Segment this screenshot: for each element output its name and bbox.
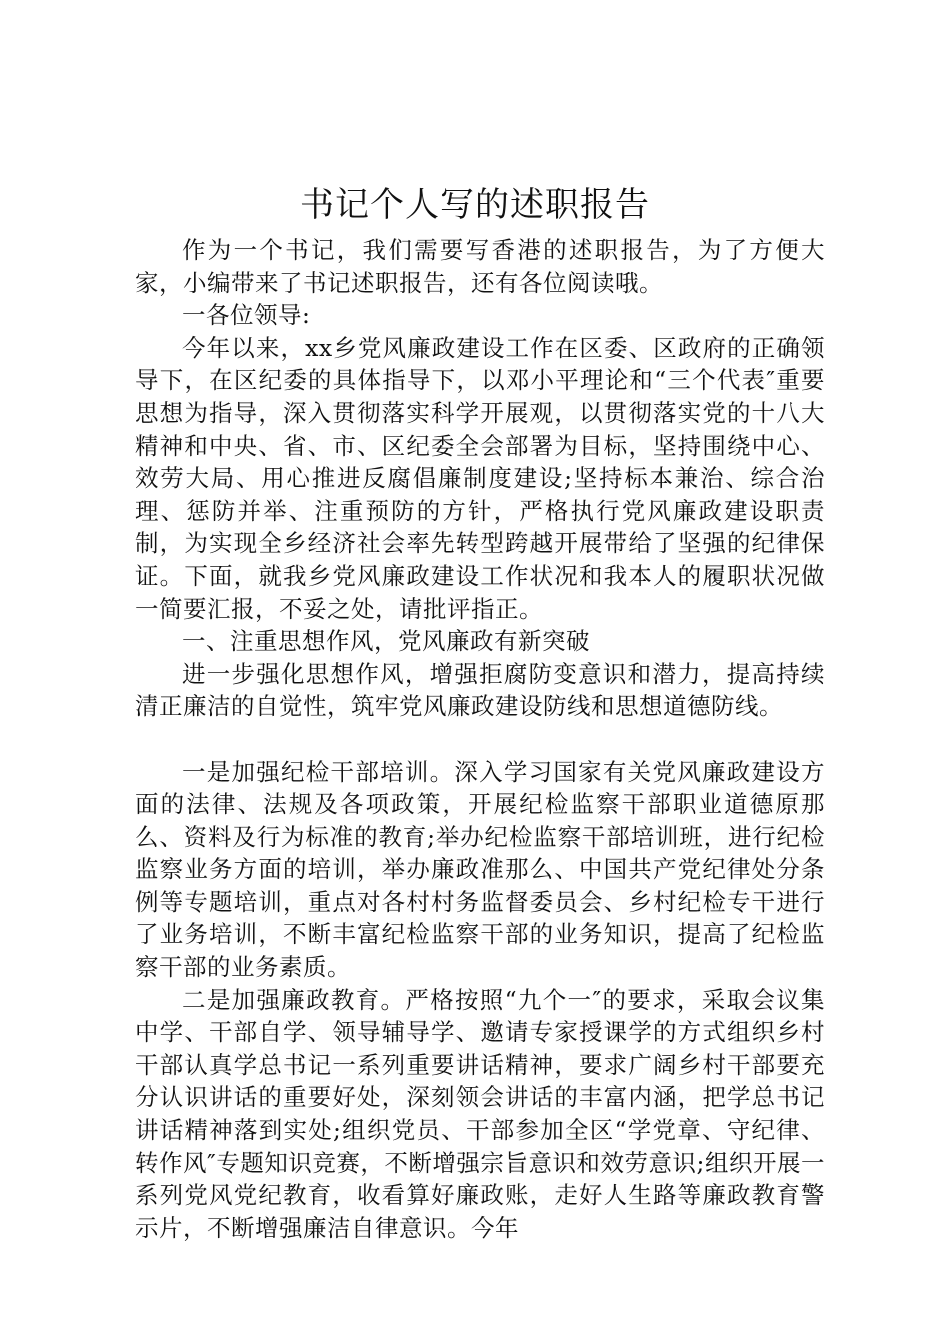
section-heading: 一、注重思想作风，党风廉政有新突破 (182, 627, 590, 656)
point-two-paragraph: 二是加强廉政教育。严格按照“九个一″的要求，采取会议集中学、干部自学、领导辅导学、邀请专家授课学的方式组织乡村干部认真学总书记一系列重要讲话精神，要求广阔乡村干部要充分认识讲话的重要好处，深刻领会讲话的丰富内涵，把学总书记讲话精神落到实处;组织党员、干部参加全区“学党章、守纪律、转作风″专题知识竞赛，不断增强宗旨意识和效劳意识;组织开展一系列党风党纪教育，收看算好廉政账，走好人生路等廉政教育警示片，不断增强廉洁自律意识。今年 (135, 985, 825, 1242)
point-one-paragraph: 一是加强纪检干部培训。深入学习国家有关党风廉政建设方面的法律、法规及各项政策，开展纪检监察干部职业道德原那么、资料及行为标准的教育;举办纪检监察干部培训班，进行纪检监察业务方面的培训，举办廉政准那么、中国共产党纪律处分条例等专题培训，重点对各村村务监督委员会、乡村纪检专干进行了业务培训，不断丰富纪检监察干部的业务知识，提高了纪检监察干部的业务素质。 (135, 757, 825, 982)
overview-paragraph: 今年以来，xx乡党风廉政建设工作在区委、区政府的正确领导下，在区纪委的具体指导下，以邓小平理论和“三个代表″重要思想为指导，深入贯彻落实科学开展观，以贯彻落实党的十八大精神和中央、省、市、区纪委全会部署为目标，坚持围绕中心、效劳大局、用心推进反腐倡廉制度建设;坚持标本兼治、综合治理、惩防并举、注重预防的方针，严格执行党风廉政建设职责制，为实现全乡经济社会率先转型跨越开展带给了坚强的纪律保证。下面，就我乡党风廉政建设工作状况和我本人的履职状况做一简要汇报，不妥之处，请批评指正。 (135, 333, 825, 623)
document-body (135, 234, 825, 1244)
intro-paragraph: 作为一个书记，我们需要写香港的述职报告，为了方便大家，小编带来了书记述职报告，还有各位阅读哦。 (135, 236, 825, 297)
salutation: 一各位领导: (182, 301, 311, 330)
document-title: 书记个人写的述职报告 (300, 185, 650, 225)
section-intro-paragraph: 进一步强化思想作风，增强拒腐防变意识和潜力，提高持续清正廉洁的自觉性，筑牢党风廉政建设防线和思想道德防线。 (135, 659, 825, 721)
